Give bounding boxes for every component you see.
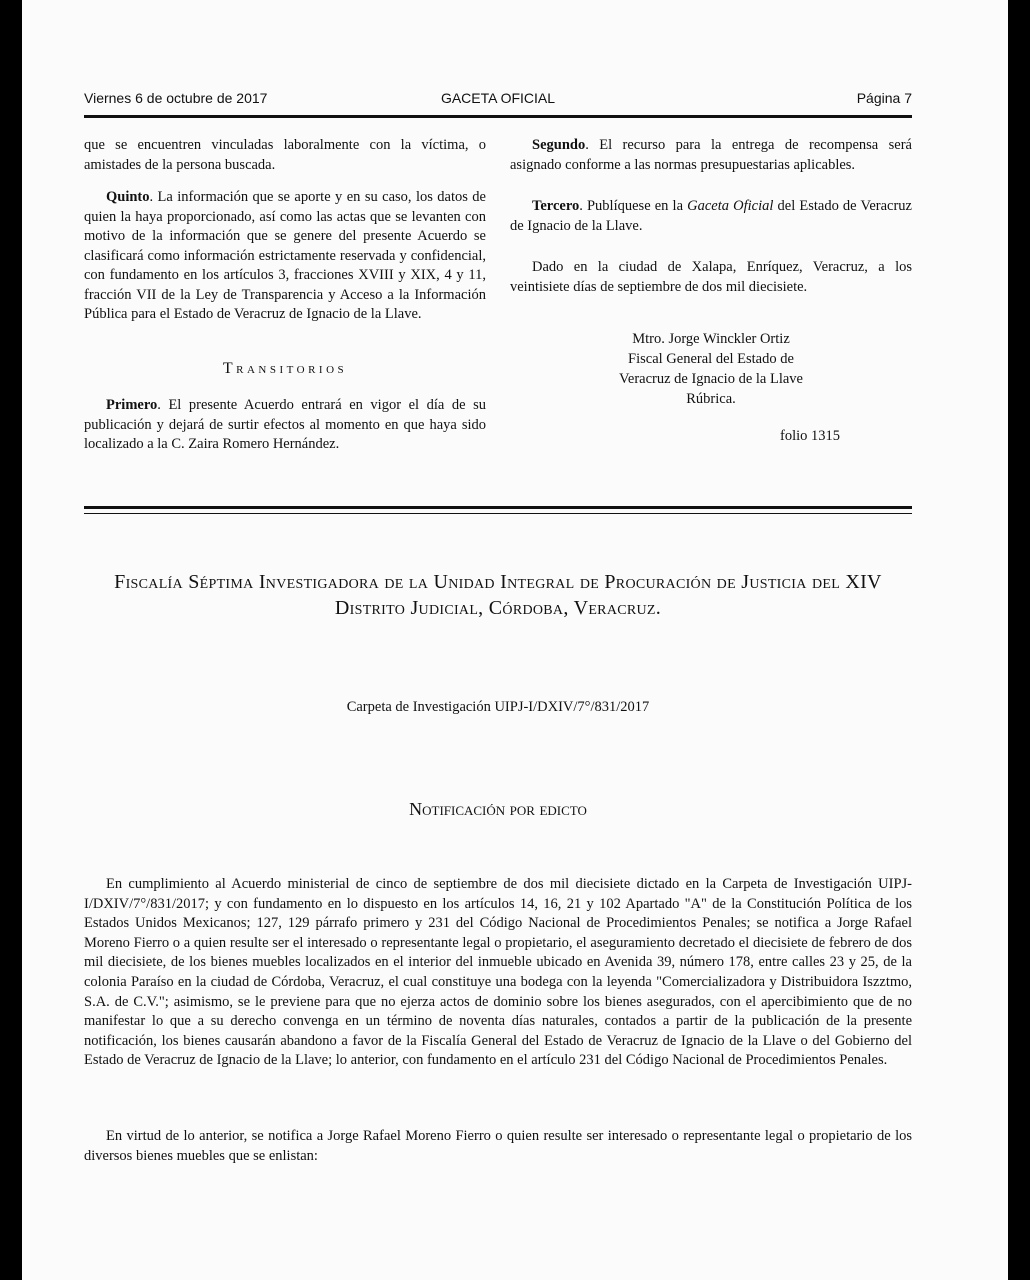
tercero-label: Tercero: [532, 198, 580, 214]
header-page-number: Página 7: [856, 90, 912, 106]
segundo-label: Segundo: [532, 137, 586, 153]
tercero-italic: Gaceta Oficial: [687, 198, 774, 214]
document-page: [22, 0, 1008, 1280]
segundo-paragraph: [510, 136, 912, 175]
left-column: [84, 136, 486, 468]
right-column: [510, 136, 912, 447]
dado-paragraph: Dado en la ciudad de Xalapa, Enríquez, Veracruz, a los veintisiete días de septiembre de dos mil diecisiete.: [510, 259, 912, 295]
primero-paragraph: [84, 396, 486, 455]
signature-rubrica: Rúbrica.: [686, 391, 736, 407]
edict-paragraph-1: En cumplimiento al Acuerdo ministerial de cinco de septiembre de dos mil diecisiete dictado en la Carpeta de Investigación UIPJ-I/DXIV/7°/831/2017; y con fundamento en lo dispuesto en los artículos 14, 16, 21 y 102 Apartado "A" de la Constitución Política de los Estados Unidos Mexicanos; 127, 129 párrafo primero y 231 del Código Nacional de Procedimientos Penales; se notifica a Jorge Rafael Moreno Fierro o a quien resulte ser el interesado o representante legal o propietario, el aseguramiento decretado el diecisiete de febrero de dos mil diecisiete, de los bienes muebles localizados en el interior del inmueble ubicado en Avenida 39, número 178, entre calles 23 y 25, de la colonia Paraíso en la ciudad de Córdoba, Veracruz, el cual constituye una bodega con la leyenda "Comercializadora y Distribuidora Iszztmo, S.A. de C.V."; asimismo, se le previene para que no ejerza actos de dominio sobre los bienes asegurados, con el apercibimiento que de no manifestar lo que a su derecho convenga en un término de noventa días naturales, contados a partir de la publicación de la presente notificación, los bienes causarán abandono a favor de la Fiscalía General del Estado de Veracruz de Ignacio de la Llave o del Gobierno del Estado de Veracruz de Ignacio de la Llave; lo anterior, con fundamento en el artículo 231 del Código Nacional de Procedimientos Penales.: [84, 876, 912, 1069]
section-title-line-2: Distrito Judicial, Córdoba, Veracruz.: [334, 597, 662, 619]
edict-paragraph-2-block: [84, 1127, 912, 1166]
edict-paragraph-1-block: [84, 875, 912, 1071]
quinto-label: Quinto: [106, 189, 150, 205]
section-rule-bottom: [84, 513, 912, 514]
page-header: [84, 90, 912, 110]
tercero-text-a: . Publíquese en la: [579, 198, 688, 214]
primero-label: Primero: [106, 397, 158, 413]
section-rule-top: [84, 506, 912, 509]
signature-name: Mtro. Jorge Winckler Ortiz: [632, 331, 790, 347]
header-publication: GACETA OFICIAL: [440, 90, 556, 106]
primero-text: . El presente Acuerdo entrará en vigor el día de su publicación y dejará de surtir efectos al momento en que haya sido localizado a la C. Zaira Romero Hernández.: [84, 397, 486, 452]
edict-paragraph-2: En virtud de lo anterior, se notifica a Jorge Rafael Moreno Fierro o quien resulte ser interesado o representante legal o propietario de los diversos bienes muebles que se enlistan:: [84, 1128, 912, 1164]
section-title: [84, 569, 912, 621]
header-date: Viernes 6 de octubre de 2017: [84, 90, 268, 106]
notificacion-heading: Notificación por edicto: [409, 799, 587, 819]
signature-title-1: Fiscal General del Estado de: [628, 351, 794, 367]
segundo-text: . El recurso para la entrega de recompensa será asignado conforme a las normas presupuestarias aplicables.: [510, 137, 912, 173]
tercero-text-b: del Estado de Veracruz de Ignacio de la Llave.: [510, 198, 912, 234]
folio-number: folio 1315: [779, 428, 840, 444]
carpeta-reference: Carpeta de Investigación UIPJ-I/DXIV/7°/831/2017: [346, 699, 650, 715]
quinto-text: . La información que se aporte y en su caso, los datos de quien la haya proporcionado, así como las actas que se levanten con motivo de la información que se genere del presente Acuerdo se clasificará como información estrictamente reservada y confidencial, con fundamento en los artículos 3, fracciones XVIII y XIX, 4 y 11, fracción VII de la Ley de Transparencia y Acceso a la Información Pública para el Estado de Veracruz de Ignacio de la Llave.: [84, 189, 486, 322]
section-title-line-1: Fiscalía Séptima Investigadora de la Unidad Integral de Procuración de Justicia del XIV: [114, 571, 882, 593]
header-rule: [84, 115, 912, 118]
tercero-paragraph: [510, 197, 912, 236]
signature-title-2: Veracruz de Ignacio de la Llave: [619, 371, 803, 387]
signature-block: [510, 329, 912, 409]
quinto-paragraph: [84, 188, 486, 325]
transitorios-heading: Transitorios: [222, 359, 348, 377]
continuation-paragraph: que se encuentren vinculadas laboralmente con la víctima, o amistades de la persona buscada.: [84, 137, 486, 173]
